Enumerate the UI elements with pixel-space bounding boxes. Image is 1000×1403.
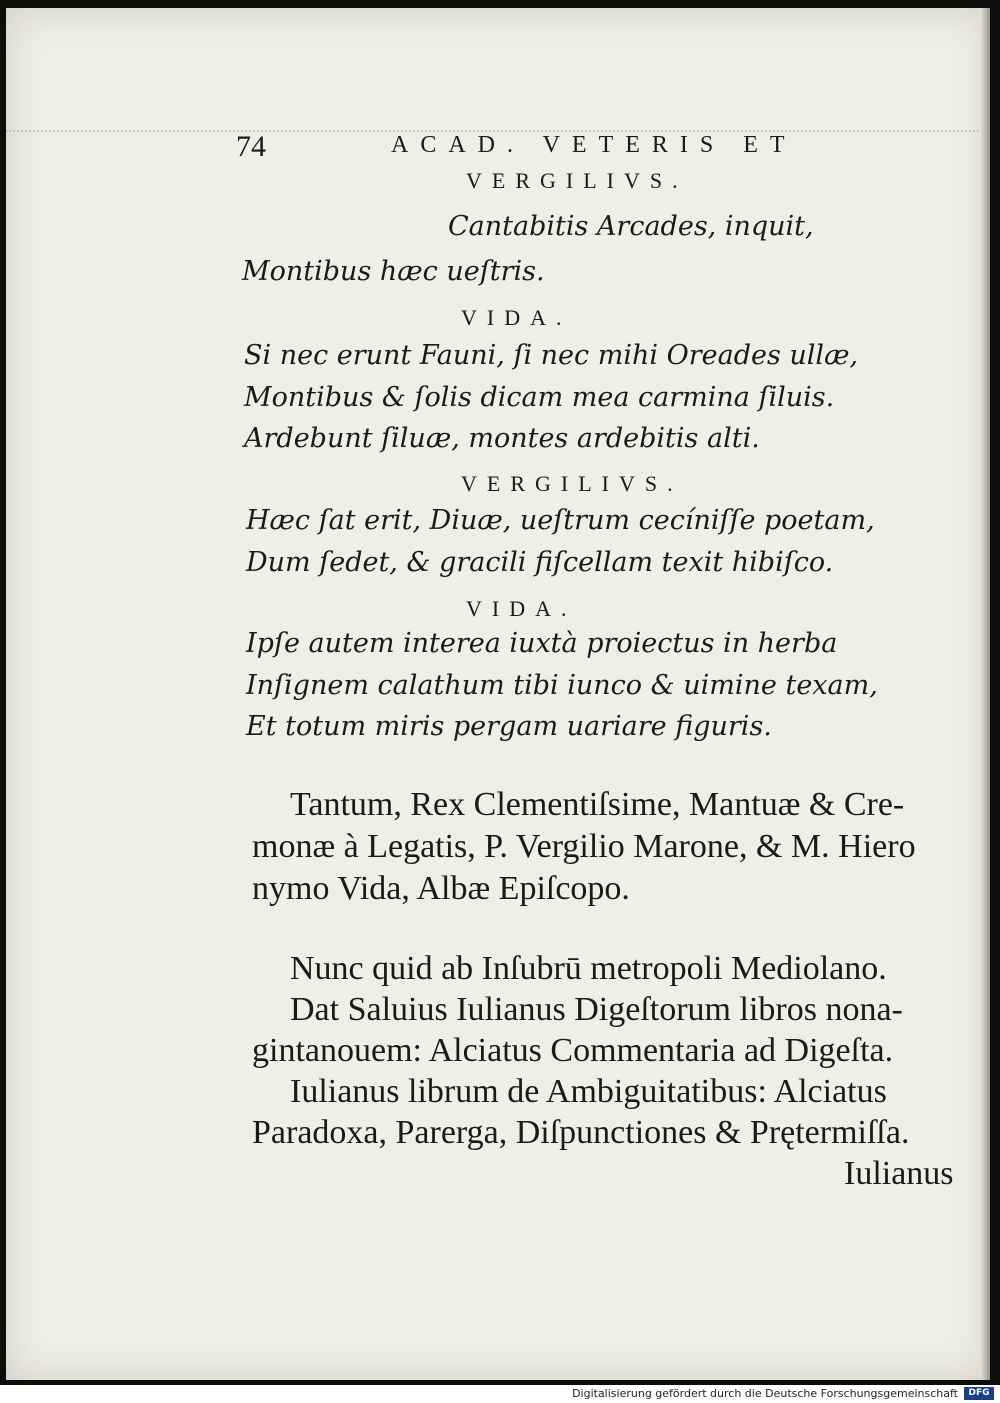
verse-line: Dum ſedet, & gracili fiſcellam texit hibiſco. xyxy=(246,547,834,578)
prose-line: Nunc quid ab Inſubrū metropoli Mediolano. xyxy=(290,950,887,987)
running-head: ACAD. VETERIS ET xyxy=(391,132,797,158)
prose-line: Iulianus librum de Ambiguitatibus: Alciatus xyxy=(290,1073,887,1110)
verse-line: Cantabitis Arcades, inquit, xyxy=(448,211,814,242)
verse-line: Ardebunt ſiluæ, montes ardebitis alti. xyxy=(244,423,760,454)
verse-line: Si nec erunt Fauni, ſi nec mihi Oreades ullæ, xyxy=(244,340,859,371)
prose-line: nymo Vida, Albæ Epiſcopo. xyxy=(252,870,630,907)
catchword: Iulianus xyxy=(844,1155,954,1192)
prose-line: Paradoxa, Parerga, Diſpunctiones & Prętermiſſa. xyxy=(252,1114,910,1151)
verse-line: Hæc ſat erit, Diuæ, ueſtrum cecíniſſe poetam, xyxy=(246,505,875,536)
footer-bar xyxy=(0,1385,1000,1403)
dfg-logo: DFG xyxy=(964,1387,994,1400)
page-spine-shadow xyxy=(980,8,990,1380)
prose-line: monæ à Legatis, P. Vergilio Marone, & M. Hiero xyxy=(252,828,916,865)
prose-line: Dat Saluius Iulianus Digeſtorum libros nona- xyxy=(290,991,903,1028)
speaker-heading: VERGILIVS. xyxy=(461,471,683,496)
speaker-heading: VERGILIVS. xyxy=(466,168,688,193)
speaker-heading: VIDA. xyxy=(466,596,577,621)
funding-credit: Digitalisierung gefördert durch die Deutsche Forschungsgemeinschaft xyxy=(572,1387,958,1400)
prose-line: Tantum, Rex Clementiſsime, Mantuæ & Cre- xyxy=(290,786,905,823)
verse-line: Montibus & ſolis dicam mea carmina ſiluis. xyxy=(244,382,835,413)
book-page xyxy=(6,8,990,1380)
verse-line: Montibus hæc ueſtris. xyxy=(242,256,545,287)
page-number: 74 xyxy=(236,130,266,163)
speaker-heading: VIDA. xyxy=(461,305,572,330)
verse-line: Inſignem calathum tibi iunco & uimine texam, xyxy=(246,670,878,701)
prose-line: gintanouem: Alciatus Commentaria ad Digeſta. xyxy=(252,1032,894,1069)
verse-line: Ipſe autem interea iuxtà proiectus in herba xyxy=(246,628,838,659)
verse-line: Et totum miris pergam uariare figuris. xyxy=(246,711,772,742)
